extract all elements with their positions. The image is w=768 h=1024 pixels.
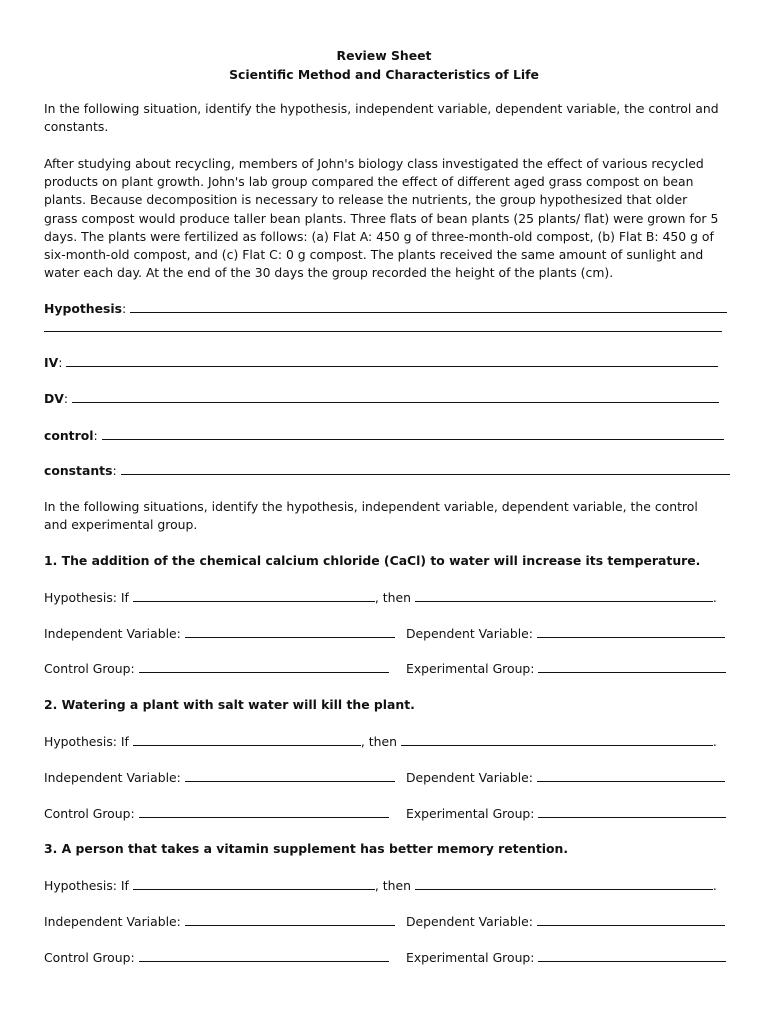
iv-label: IV xyxy=(44,355,59,370)
control-blank[interactable] xyxy=(102,427,724,440)
q1-dv-label: Dependent Variable: xyxy=(406,626,533,641)
q3-iv-blank[interactable] xyxy=(185,913,395,926)
q2-control-blank[interactable] xyxy=(139,805,389,818)
q2-control-row xyxy=(44,805,389,822)
q3-control-blank[interactable] xyxy=(139,949,389,962)
hypothesis-blank-line-2[interactable] xyxy=(44,319,722,332)
hypothesis-label: Hypothesis xyxy=(44,301,122,316)
sheet-title: Review Sheet xyxy=(336,48,432,63)
question-2: 2. Watering a plant with salt water will kill the plant. xyxy=(44,697,415,712)
q1-dv-blank[interactable] xyxy=(537,625,725,638)
hypothesis-continuation-row xyxy=(44,319,722,336)
q2-hyp-if-label: Hypothesis: If xyxy=(44,734,129,749)
q3-iv-label: Independent Variable: xyxy=(44,914,181,929)
q2-iv-row xyxy=(44,769,395,786)
part2-instructions: In the following situations, identify the hypothesis, independent variable, dependent variable, the control and experimental group. xyxy=(44,499,698,533)
q2-dv-label: Dependent Variable: xyxy=(406,770,533,785)
constants-field-row: constants: xyxy=(44,462,730,479)
control-field-row: control: xyxy=(44,427,724,444)
q3-hypothesis-row: Hypothesis: If , then . xyxy=(44,878,717,893)
q1-if-blank[interactable] xyxy=(133,589,375,602)
q3-dv-blank[interactable] xyxy=(537,913,725,926)
q1-control-blank[interactable] xyxy=(139,660,389,673)
constants-label: constants xyxy=(44,463,113,478)
intro-instructions: In the following situation, identify the hypothesis, independent variable, dependent variable, the control and constants. xyxy=(44,101,719,135)
q1-iv-blank[interactable] xyxy=(185,625,395,638)
q3-iv-row xyxy=(44,913,395,930)
q1-control-row xyxy=(44,660,389,677)
q3-experimental-label: Experimental Group: xyxy=(406,950,535,965)
dv-field-row: DV: xyxy=(44,390,719,407)
q2-hypothesis-row: Hypothesis: If , then . xyxy=(44,734,717,749)
scenario-paragraph: After studying about recycling, members of John's biology class investigated the effect of various recycled products on plant growth. John's lab group compared the effect of different aged grass compost on bean plants. Because decomposition is necessary to release the nutrients, the group hypothesized that older grass compost would produce taller bean plants. Three flats of bean plants (25 plants/ flat) were grown for 5 days. The plants were fertilized as follows: (a) Flat A: 450 g of three-month-old compost, (b) Flat B: 450 g of six-month-old compost, and (c) Flat C: 0 g compost. The plants received the same amount of sunlight and water each day. At the end of the 30 days the group recorded the height of the plants (cm). xyxy=(44,156,719,281)
q2-experimental-row xyxy=(406,805,726,822)
q2-iv-label: Independent Variable: xyxy=(44,770,181,785)
q1-experimental-blank[interactable] xyxy=(538,660,726,673)
q3-control-label: Control Group: xyxy=(44,950,135,965)
q1-control-label: Control Group: xyxy=(44,661,135,676)
dv-blank[interactable] xyxy=(72,390,719,403)
q3-experimental-row xyxy=(406,949,726,966)
q1-iv-label: Independent Variable: xyxy=(44,626,181,641)
sheet-subtitle: Scientific Method and Characteristics of Life xyxy=(229,67,539,82)
q3-experimental-blank[interactable] xyxy=(538,949,726,962)
q1-hypothesis-row: Hypothesis: If , then . xyxy=(44,590,717,605)
q2-experimental-label: Experimental Group: xyxy=(406,806,535,821)
constants-blank[interactable] xyxy=(121,462,730,475)
q1-experimental-label: Experimental Group: xyxy=(406,661,535,676)
question-3: 3. A person that takes a vitamin supplement has better memory retention. xyxy=(44,841,569,856)
q1-then-label: then xyxy=(382,590,411,605)
q1-hyp-if-label: Hypothesis: If xyxy=(44,590,129,605)
q2-control-label: Control Group: xyxy=(44,806,135,821)
q3-dv-row xyxy=(406,913,725,930)
control-label: control xyxy=(44,428,94,443)
q2-if-blank[interactable] xyxy=(133,733,361,746)
q2-then-blank[interactable] xyxy=(401,733,713,746)
iv-field-row: IV: xyxy=(44,354,718,371)
question-1: 1. The addition of the chemical calcium chloride (CaCl) to water will increase its temperature. xyxy=(44,553,701,568)
q3-then-label: then xyxy=(382,878,411,893)
hypothesis-blank[interactable] xyxy=(130,300,727,313)
q2-then-label: then xyxy=(368,734,397,749)
iv-blank[interactable] xyxy=(66,354,718,367)
q2-iv-blank[interactable] xyxy=(185,769,395,782)
q3-dv-label: Dependent Variable: xyxy=(406,914,533,929)
hypothesis-field-row: Hypothesis: xyxy=(44,300,727,317)
q1-then-blank[interactable] xyxy=(415,589,713,602)
q1-experimental-row xyxy=(406,660,726,677)
q3-control-row xyxy=(44,949,389,966)
q1-iv-row xyxy=(44,625,395,642)
q3-then-blank[interactable] xyxy=(415,877,713,890)
q3-hyp-if-label: Hypothesis: If xyxy=(44,878,129,893)
dv-label: DV xyxy=(44,391,64,406)
q2-dv-blank[interactable] xyxy=(537,769,725,782)
q2-dv-row xyxy=(406,769,725,786)
q3-if-blank[interactable] xyxy=(133,877,375,890)
q2-experimental-blank[interactable] xyxy=(538,805,726,818)
q1-dv-row xyxy=(406,625,725,642)
